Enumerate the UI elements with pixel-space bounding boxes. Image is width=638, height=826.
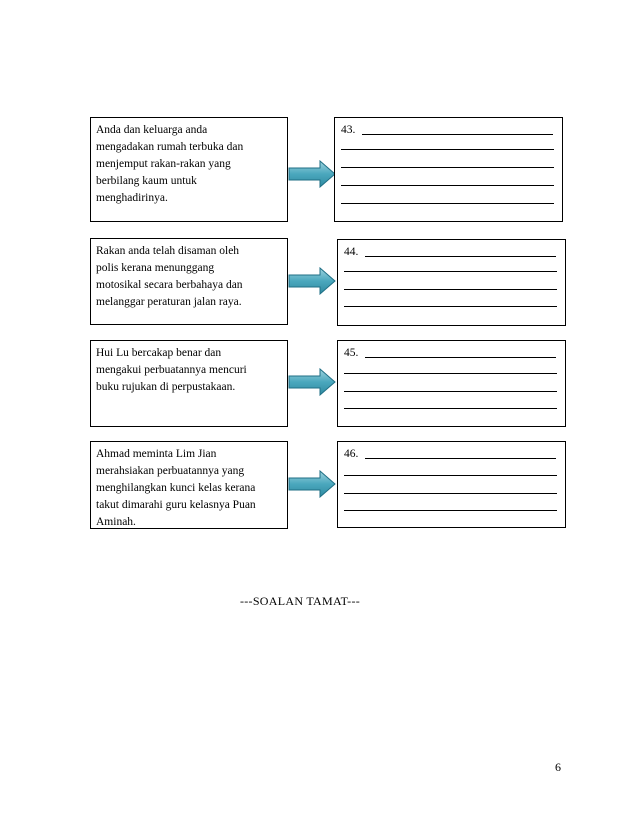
scenario-box-46 [90, 441, 288, 529]
answer-line[interactable] [344, 373, 557, 374]
scenario-text-line: berbilang kaum untuk [96, 175, 197, 187]
answer-line[interactable] [362, 134, 553, 135]
scenario-text-line: takut dimarahi guru kelasnya Puan [96, 499, 256, 511]
answer-line[interactable] [344, 475, 557, 476]
answer-line[interactable] [344, 408, 557, 409]
scenario-box-44 [90, 238, 288, 325]
scenario-text-line: Aminah. [96, 516, 136, 528]
question-number: 45. [344, 347, 359, 359]
answer-line[interactable] [344, 510, 557, 511]
answer-line[interactable] [344, 306, 557, 307]
scenario-text-line: polis kerana menunggang [96, 262, 215, 274]
scenario-text-line: Hui Lu bercakap benar dan [96, 347, 222, 359]
answer-line[interactable] [365, 458, 556, 459]
answer-line[interactable] [344, 391, 557, 392]
scenario-box-43 [90, 117, 288, 222]
question-number: 44. [344, 246, 359, 258]
answer-line[interactable] [365, 357, 556, 358]
question-number: 46. [344, 448, 359, 460]
scenario-text-line: buku rujukan di perpustakaan. [96, 381, 236, 393]
answer-line[interactable] [341, 167, 554, 168]
answer-box-44[interactable] [337, 239, 566, 326]
scenario-text-line: Ahmad meminta Lim Jian [96, 448, 217, 460]
answer-line[interactable] [344, 271, 557, 272]
end-of-questions-text: ---SOALAN TAMAT--- [239, 594, 361, 608]
question-number: 43. [341, 124, 356, 136]
answer-box-43[interactable] [334, 117, 563, 222]
scenario-text-line: melanggar peraturan jalan raya. [96, 296, 242, 308]
answer-line[interactable] [341, 203, 554, 204]
scenario-text-line: merahsiakan perbuatannya yang [96, 465, 245, 477]
scenario-text-line: Rakan anda telah disaman oleh [96, 245, 240, 257]
page-number: 6 [555, 760, 561, 774]
scenario-text-line: menghilangkan kunci kelas kerana [96, 482, 256, 494]
answer-line[interactable] [341, 185, 554, 186]
scenario-text-line: mengakui perbuatannya mencuri [96, 364, 247, 376]
answer-box-46[interactable] [337, 441, 566, 528]
scenario-text-line: Anda dan keluarga anda [96, 124, 208, 136]
scenario-text-line: menghadirinya. [96, 192, 168, 204]
answer-line[interactable] [365, 256, 556, 257]
answer-line[interactable] [344, 493, 557, 494]
scenario-text-line: mengadakan rumah terbuka dan [96, 141, 244, 153]
scenario-text-line: menjemput rakan-rakan yang [96, 158, 231, 170]
answer-line[interactable] [341, 149, 554, 150]
answer-box-45[interactable] [337, 340, 566, 427]
scenario-box-45 [90, 340, 288, 427]
right-arrow-icon [288, 368, 336, 396]
answer-line[interactable] [344, 289, 557, 290]
scenario-text-line: motosikal secara berbahaya dan [96, 279, 243, 291]
right-arrow-icon [288, 470, 336, 498]
right-arrow-icon [288, 267, 336, 295]
right-arrow-icon [288, 160, 336, 188]
